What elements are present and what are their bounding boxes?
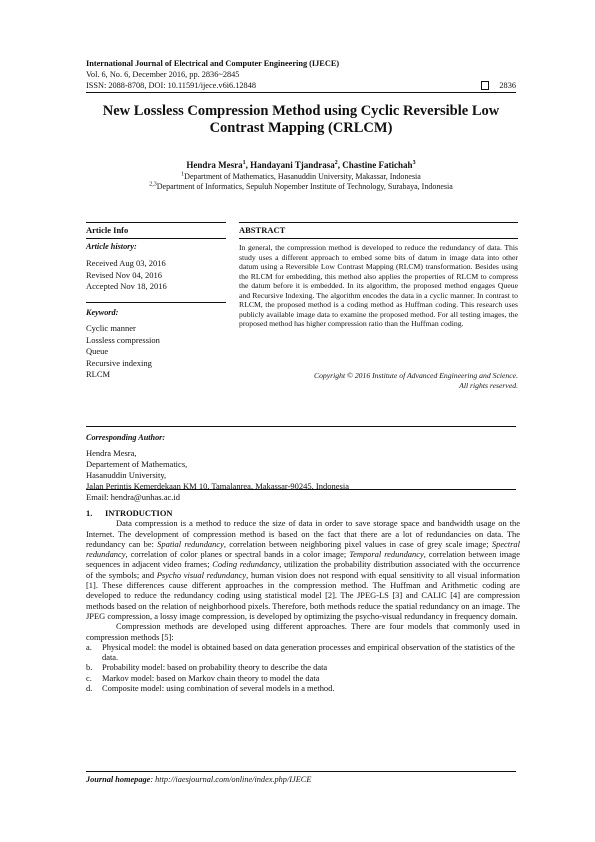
list-item: a. Physical model: the model is obtained based on data generation processes and empirical observation of the statistics of the data.: [86, 641, 515, 663]
footer-rule: [86, 771, 516, 772]
journal-name: International Journal of Electrical and Computer Engineering (IJECE): [86, 59, 340, 68]
list-item: d. Composite model: using combination of several models in a method.: [86, 683, 335, 694]
article-info-heading: Article Info: [86, 225, 129, 235]
italic-term: Spatial redundancy: [157, 538, 224, 549]
corresponding-bottom-rule: [86, 489, 516, 490]
text-run: , correlation of color planes or spectral bands in a color image;: [125, 549, 350, 560]
journal-header: [86, 58, 516, 91]
abstract-top-rule: [239, 222, 518, 223]
page-number: 2836: [499, 81, 516, 90]
journal-homepage: [86, 775, 516, 784]
text-run: Data compression is a method to reduce the size of data in order to save storage space and bandwidth usage on the Internet. The development of compression method is based on the fact that there are a lot of redundancies on data. The redundancy can be:: [86, 518, 520, 549]
affiliation: $^{2,3}$Department of Informatics, Sepuluh Nopember Institute of Technology, Surabaya, Indonesia: [149, 181, 453, 191]
italic-term: Psycho visual redundancy: [156, 569, 247, 580]
text-run: , utilization the probability distribution associated with the occurrence of the symbols; and: [86, 559, 521, 580]
article-info-top-rule: [86, 222, 226, 223]
keywords: [86, 308, 226, 381]
article-history: [86, 242, 226, 293]
intro-paragraph: Compression methods are developed using different approaches. There are four models that commonly used in compression methods [5]:: [86, 621, 520, 642]
keyword-item: Lossless compression: [86, 334, 160, 345]
introduction-section: [86, 508, 520, 693]
author-name: Hendra Mesra: [186, 160, 243, 170]
corresponding-line: Jalan Perintis Kemerdekaan KM 10, Tamalanrea, Makassar-90245, Indonesia: [86, 481, 349, 491]
keyword-item: RLCM: [86, 369, 111, 379]
keyword-item: Cyclic manner: [86, 323, 136, 333]
corresponding-top-rule: [86, 426, 516, 427]
journal-volume: Vol. 6, No. 6, December 2016, pp. 2836~2845: [86, 70, 240, 79]
corresponding-line: Hasanuddin University,: [86, 470, 167, 480]
history-received: Received Aug 03, 2016: [86, 258, 166, 268]
keyword-heading: Keyword:: [86, 308, 119, 317]
list-item: b. Probability model: based on probability theory to describe the data: [86, 662, 328, 673]
page-box-icon: [481, 81, 489, 90]
history-accepted: Accepted Nov 18, 2016: [86, 281, 167, 291]
paper-title: New Lossless Compression Method using Cyclic Reversible Low Contrast Mapping (CRLCM): [102, 103, 500, 136]
history-rule: [86, 302, 226, 303]
italic-term: Spectral redundancy: [86, 538, 520, 560]
copyright: Copyright © 2016 Institute of Advanced Engineering and Science. All rights reserved.: [313, 371, 518, 390]
issn-doi: ISSN: 2088-8708, DOI: 10.11591/ijece.v6i6.12848: [86, 81, 256, 90]
text-run: , correlation between neighboring pixel values in case of grey scale image;: [223, 538, 492, 549]
history-revised: Revised Nov 04, 2016: [86, 269, 163, 280]
corresponding-line: Hendra Mesra,: [86, 448, 137, 458]
italic-term: Temporal redundancy: [349, 549, 424, 560]
author-name: Handayani Tjandrasa: [250, 160, 335, 170]
corresponding-line: Departement of Mathematics,: [86, 459, 188, 469]
author-name: Chastine Fatichah: [342, 160, 413, 170]
abstract-heading: ABSTRACT: [239, 225, 286, 235]
corresponding-heading: Corresponding Author:: [86, 433, 166, 442]
abstract-text: In general, the compression method is developed to reduce the redundancy of data. This study uses a different approach to embed some bits of datum in image data into other datum using a Reversible Low Contrast Mapping (RLCM) transformation. Besides using the RLCM for embedding, this method also applies the properties of RLCM to compress the datum before it is embedded. In its algorithm, the proposed method engages Queue and Recursive Indexing. The algorithm encodes the data in a cyclic manner. In contrast to RLCM, the proposed method is a coding method as Huffman coding. This research uses publicly available image data to examine the proposed method. For all testing images, the proposed method has higher compression ratio than the Huffman coding.: [239, 243, 518, 328]
history-heading: Article history:: [86, 242, 137, 251]
text-run: , correlation between image sequences in adjacent video frames;: [86, 549, 520, 570]
keyword-item: Recursive indexing: [86, 357, 152, 368]
homepage-link[interactable]: : http://iaesjournal.com/online/index.php/IJECE: [150, 775, 312, 784]
text-run: , human vision does not respond with equal sensitivity to all visual information [1]. These differences cause different approaches in the compression method. The Huffman and Arithmetic coding are developed to reduce the redundancy coding using statistical model [2]. The JPEG-LS [3] and CALIC [4] are compression methods based on the relation of neighborhood pixels. Therefore, both methods reduce the spatial redundancy on an image. The JPEG compression, a lossy image compression, is developed by optimizing the psycho-visual redundancy in frequency domain.: [86, 569, 520, 621]
corresponding-author: [86, 432, 516, 503]
header-rule: [86, 92, 516, 93]
homepage-label: Journal homepage: [86, 775, 151, 784]
abstract-rule: [239, 238, 518, 239]
intro-paragraph: [86, 518, 520, 621]
article-info-rule: [86, 238, 226, 239]
section-heading: 1. INTRODUCTION: [86, 508, 173, 518]
keyword-item: Queue: [86, 346, 109, 356]
author-list: Hendra Mesra$^1$, Handayani Tjandrasa$^2$, Chastine Fatichah$^3$: [186, 160, 416, 170]
list-item: c. Markov model: based on Markov chain theory to model the data: [86, 672, 320, 683]
affiliation: $^1$Department of Mathematics, Hasanuddin University, Makassar, Indonesia: [181, 171, 421, 181]
italic-term: Coding redundancy: [212, 559, 280, 570]
corresponding-email: Email: hendra@unhas.ac.id: [86, 492, 180, 502]
